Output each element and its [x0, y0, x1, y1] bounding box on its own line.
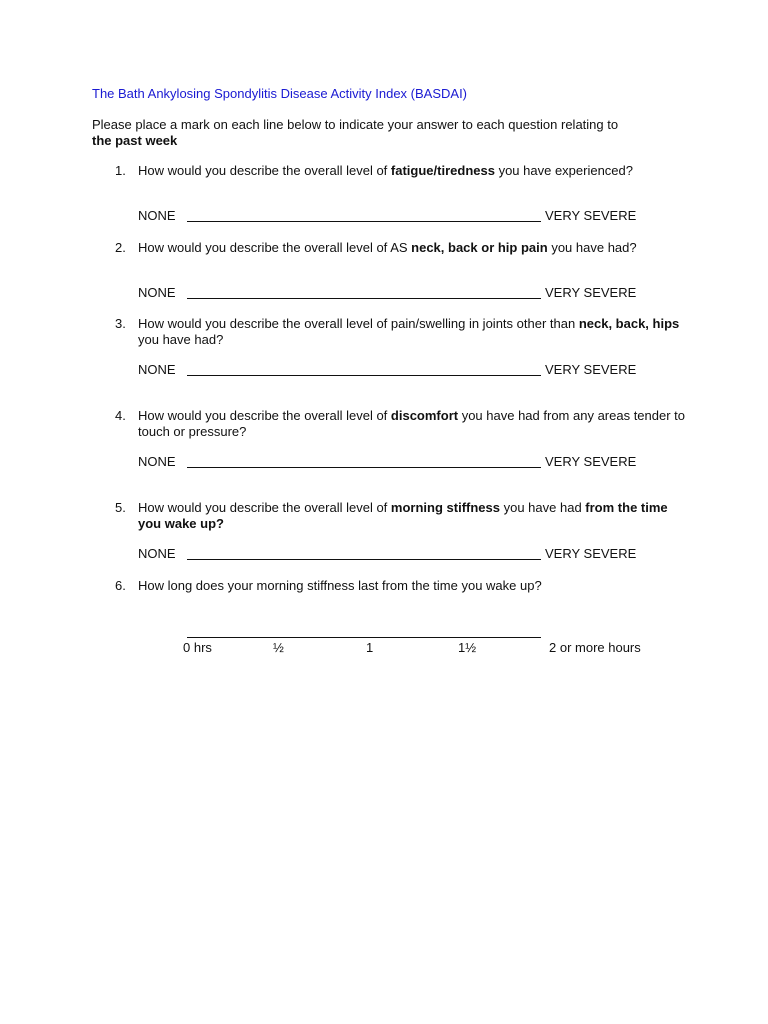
instructions-emphasis: the past week: [92, 133, 178, 148]
duration-tick-label: 0 hrs: [183, 640, 212, 655]
severity-scale-4: [138, 454, 658, 470]
question-number: 3.: [115, 316, 126, 331]
answer-line[interactable]: [187, 298, 541, 299]
page-title: The Bath Ankylosing Spondylitis Disease Activity Index (BASDAI): [92, 86, 468, 101]
answer-line[interactable]: [187, 375, 541, 376]
question-number: 4.: [115, 408, 126, 423]
question-number: 1.: [115, 163, 126, 178]
question-text: How would you describe the overall level of morning stiffness you have had from the time you wake up?: [138, 500, 668, 531]
answer-line[interactable]: [187, 221, 541, 222]
severity-scale-1: [138, 208, 658, 224]
severity-scale-5: [138, 546, 658, 562]
question-text: How would you describe the overall level of fatigue/tiredness you have experienced?: [138, 163, 633, 178]
scale-label-none: NONE: [138, 546, 176, 561]
answer-line[interactable]: [187, 559, 541, 560]
scale-label-none: NONE: [138, 454, 176, 469]
question-text: How would you describe the overall level of discomfort you have had from any areas tender to touch or pressure?: [138, 408, 686, 439]
question-number: 5.: [115, 500, 126, 515]
question-number: 2.: [115, 240, 126, 255]
scale-label-very-severe: VERY SEVERE: [545, 546, 637, 561]
question-text: How would you describe the overall level of AS neck, back or hip pain you have had?: [138, 240, 637, 255]
duration-tick-label: 2 or more hours: [549, 640, 641, 655]
scale-label-none: NONE: [138, 362, 176, 377]
duration-tick-label: ½: [273, 640, 284, 655]
severity-scale-3: [138, 362, 658, 378]
duration-tick-label: 1½: [458, 640, 477, 655]
scale-label-very-severe: VERY SEVERE: [545, 362, 637, 377]
question-number: 6.: [115, 578, 126, 593]
question-text: How would you describe the overall level of pain/swelling in joints other than neck, back, hips you have had?: [138, 316, 680, 347]
scale-label-very-severe: VERY SEVERE: [545, 208, 637, 223]
instructions: [92, 117, 618, 149]
instructions-line: Please place a mark on each line below to indicate your answer to each question relating to: [92, 117, 619, 132]
duration-tick-label: 1: [366, 640, 374, 655]
answer-line[interactable]: [187, 467, 541, 468]
scale-label-very-severe: VERY SEVERE: [545, 285, 637, 300]
scale-label-very-severe: VERY SEVERE: [545, 454, 637, 469]
duration-answer-line[interactable]: [187, 637, 541, 638]
scale-label-none: NONE: [138, 285, 176, 300]
question-text: How long does your morning stiffness last from the time you wake up?: [138, 578, 542, 593]
scale-label-none: NONE: [138, 208, 176, 223]
severity-scale-2: [138, 285, 658, 301]
